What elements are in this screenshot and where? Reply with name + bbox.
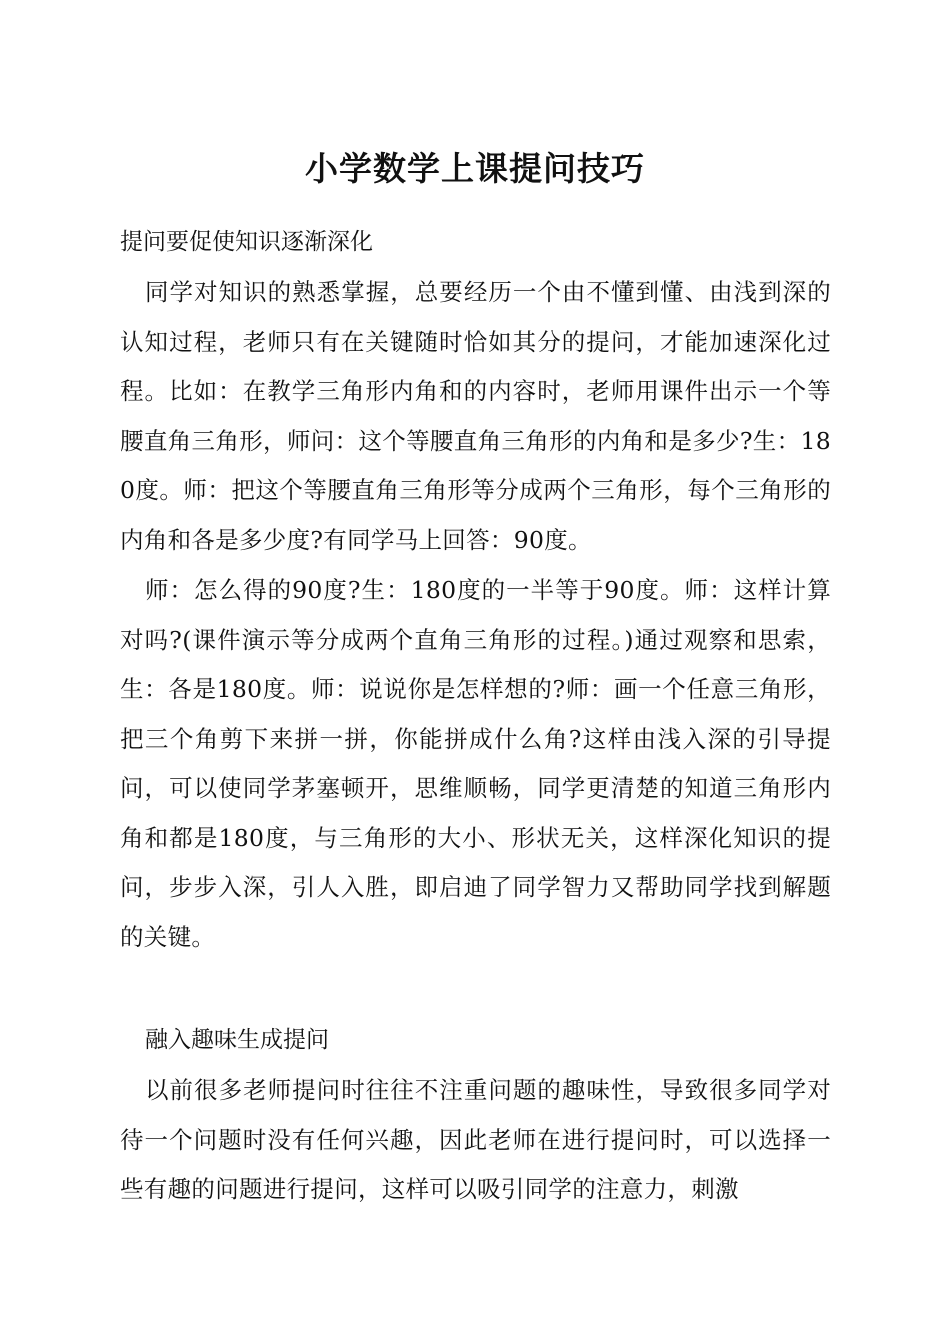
paragraph-3: 以前很多老师提问时往往不注重问题的趣味性，导致很多同学对待一个问题时没有任何兴趣，因此老师在进行提问时，可以选择一些有趣的问题进行提问，这样可以吸引同学的注意力，刺激 [120,1076,831,1203]
paragraph-2: 师：怎么得的90度?生：180度的一半等于90度。师：这样计算对吗?(课件演示等分成两个直角三角形的过程。)通过观察和思索，生：各是180度。师：说说你是怎样想的?师：画一个任意三角形，把三个角剪下来拼一拼，你能拼成什么角?这样由浅入深的引导提问，可以使同学茅塞顿开，思维顺畅，同学更清楚的知道三角形内角和都是180度，与三角形的大小、形状无关，这样深化知识的提问，步步入深，引人入胜，即启迪了同学智力又帮助同学找到解题的关键。 [120,576,831,951]
paragraph-1: 同学对知识的熟悉掌握，总要经历一个由不懂到懂、由浅到深的认知过程，老师只有在关键随时恰如其分的提问，才能加速深化过程。比如：在教学三角形内角和的内容时，老师用课件出示一个等腰直角三角形，师问：这个等腰直角三角形的内角和是多少?生：180度。师：把这个等腰直角三角形等分成两个三角形，每个三角形的内角和各是多少度?有同学马上回答：90度。 [120,278,831,554]
document-title: 小学数学上课提问技巧 [305,149,645,188]
section-heading-2: 融入趣味生成提问 [145,1027,329,1053]
section-heading-1: 提问要促使知识逐渐深化 [120,229,373,255]
